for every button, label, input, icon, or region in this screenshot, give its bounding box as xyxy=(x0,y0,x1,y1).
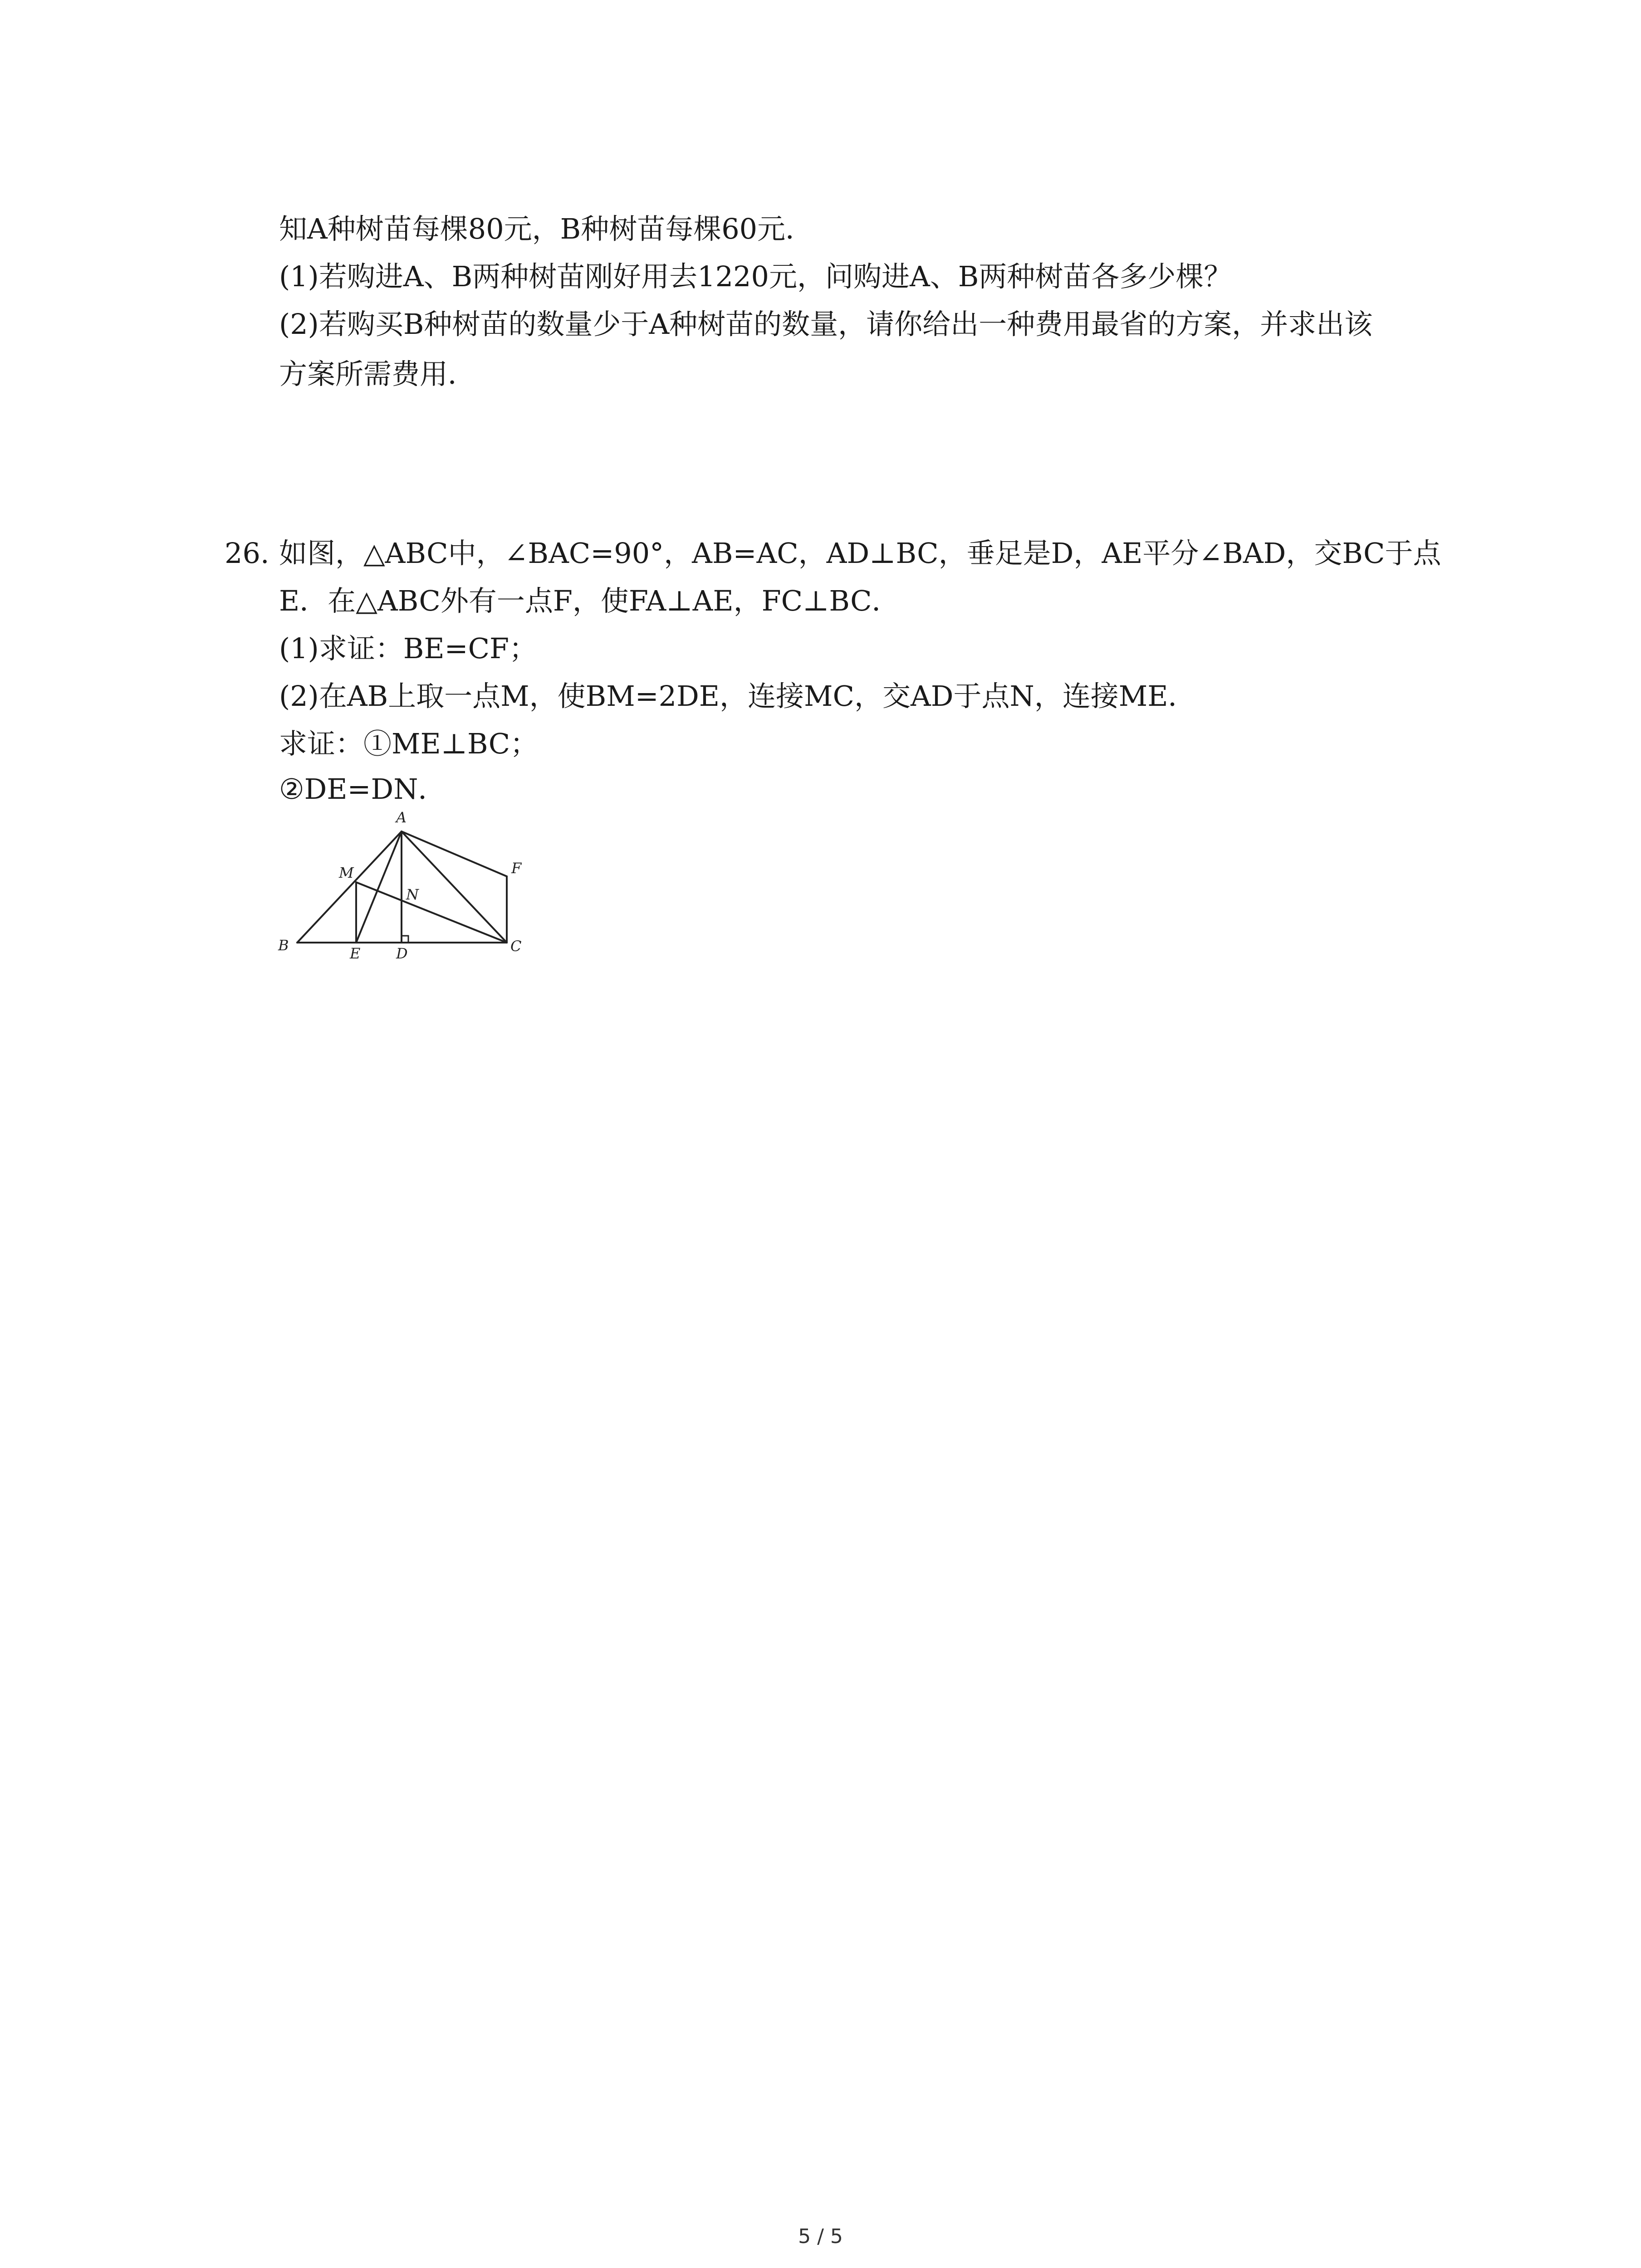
label-f: F xyxy=(511,860,522,877)
geometry-figure xyxy=(274,805,529,959)
label-a: A xyxy=(396,809,407,826)
label-e: E xyxy=(350,945,361,959)
q26-line-4: (2)在AB上取一点M，使BM=2DE，连接MC，交AD于点N，连接ME． xyxy=(279,679,1196,713)
q26-line-3: (1)求证：BE=CF； xyxy=(279,632,538,665)
segment-af xyxy=(402,831,507,876)
label-n: N xyxy=(406,886,419,903)
segment-ab xyxy=(297,831,402,943)
segment-ae xyxy=(356,831,402,943)
q25-line-4: 方案所需费用． xyxy=(279,357,476,391)
q25-line-2: (1)若购进A、B两种树苗刚好用去1220元，问购进A、B两种树苗各多少棵？ xyxy=(279,260,1232,293)
q26-line-2: E．在△ABC外有一点F，使FA⊥AE，FC⊥BC． xyxy=(279,584,900,617)
page-number: 5 / 5 xyxy=(798,2225,843,2248)
segment-mc xyxy=(356,882,507,943)
right-angle-mark xyxy=(402,936,408,943)
q26-number: 26. xyxy=(225,537,269,570)
q26-line-1: 如图，△ABC中，∠BAC=90°，AB=AC，AD⊥BC，垂足是D，AE平分∠BAD，交BC于点 xyxy=(279,537,1441,570)
q25-line-3: (2)若购买B种树苗的数量少于A种树苗的数量，请你给出一种费用最省的方案，并求出该 xyxy=(279,308,1373,341)
label-b: B xyxy=(278,937,289,954)
label-d: D xyxy=(396,945,408,959)
q26-line-6: ②DE=DN． xyxy=(279,772,446,806)
label-c: C xyxy=(510,938,522,955)
q25-line-1: 知A种树苗每棵80元，B种树苗每棵60元． xyxy=(279,212,814,245)
q26-line-5: 求证：①ME⊥BC； xyxy=(279,727,539,760)
label-m: M xyxy=(339,864,354,881)
